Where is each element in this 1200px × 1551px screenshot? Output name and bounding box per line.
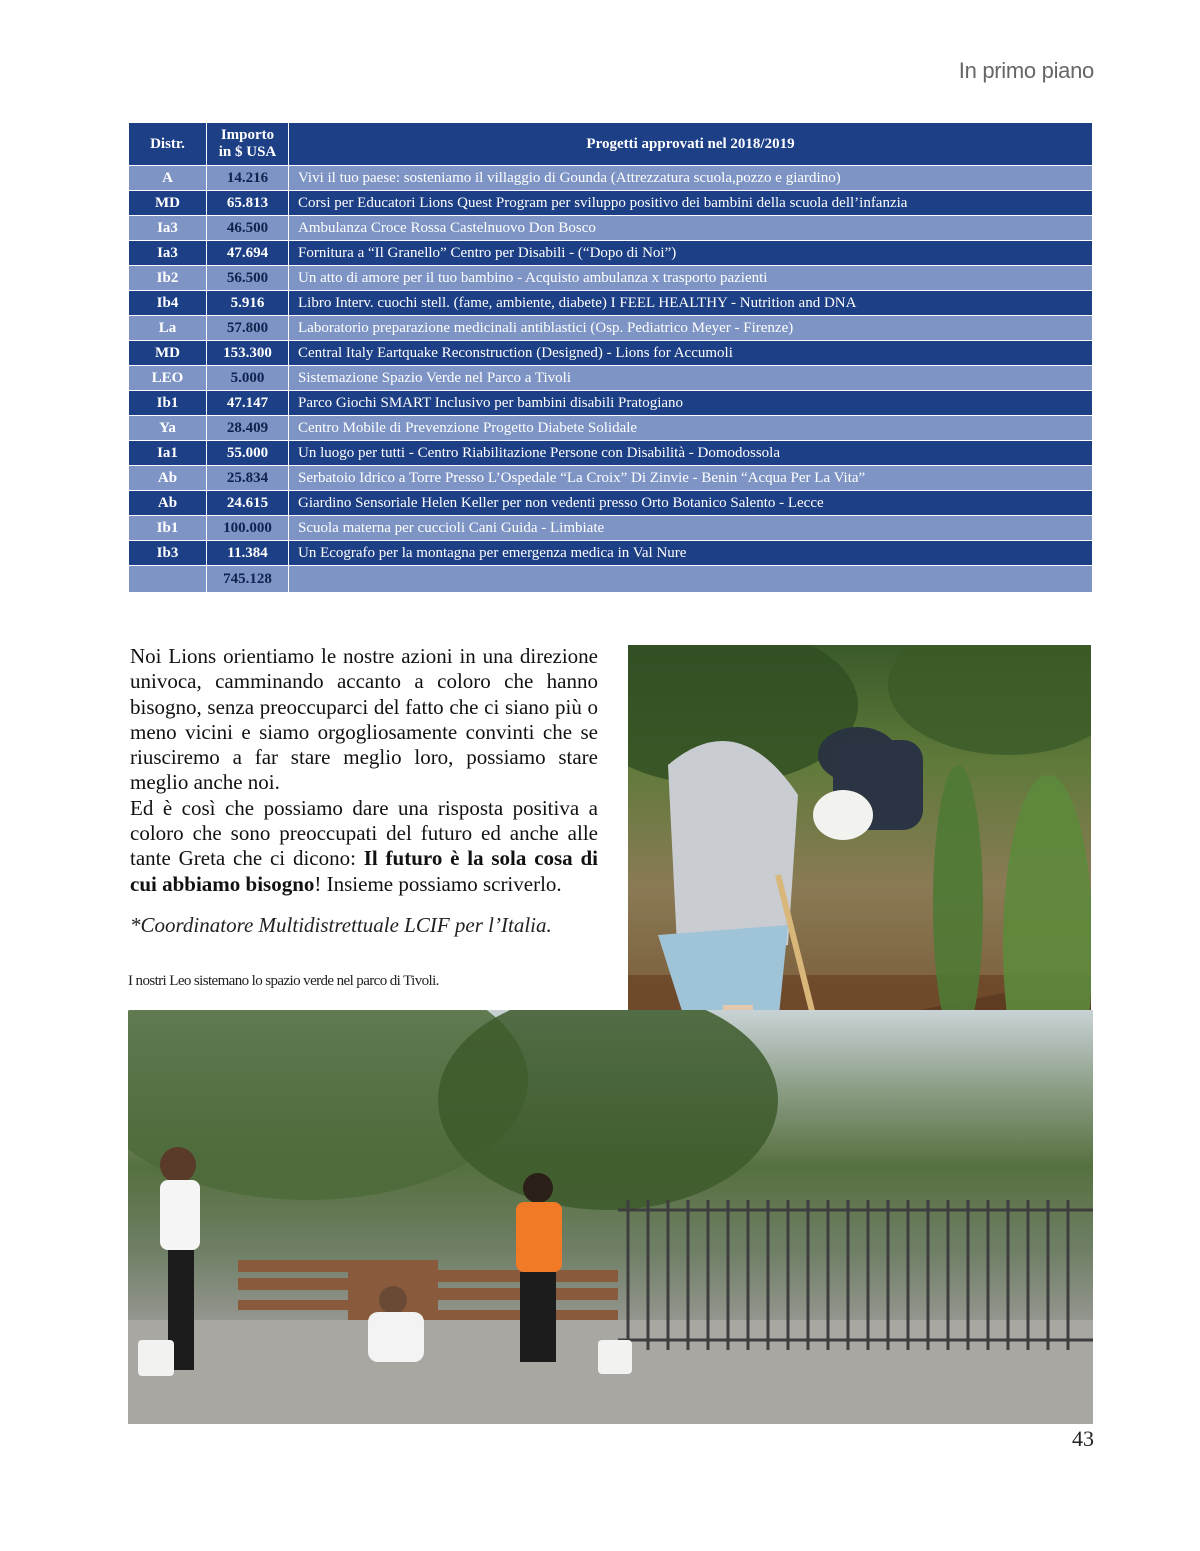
cell-district: Ia1 [129,441,207,466]
header-distr: Distr. [129,123,207,166]
cell-district: Ab [129,491,207,516]
cell-district: Ib2 [129,266,207,291]
cell-project: Laboratorio preparazione medicinali antiblastici (Osp. Pediatrico Meyer - Firenze) [289,316,1093,341]
article-paragraph-2: Ed è così che possiamo dare una risposta positiva a coloro che sono preoccupati del futuro ed anche alle tante Greta che ci dicono: Il futuro è la sola cosa di cui abbiamo bisogno! Insieme possiamo scriverlo. [130,795,598,896]
article-paragraph-1: Noi Lions orientiamo le nostre azioni in una direzione univoca, camminando accanto a coloro che hanno bisogno, senza preoccuparci del fatto che ci siano più o meno vicini e siamo orgogliosamente convinti che se riusciremo a far stare meglio loro, possiamo stare meglio anche noi. [130,644,598,795]
cell-amount: 65.813 [207,191,289,216]
table-header-row [129,123,1093,166]
cell-district: A [129,166,207,191]
cell-amount: 56.500 [207,266,289,291]
cell-project: Central Italy Eartquake Reconstruction (Designed) - Lions for Accumoli [289,341,1093,366]
cell-amount: 5.000 [207,366,289,391]
photo-caption: I nostri Leo sistemano lo spazio verde nel parco di Tivoli. [128,973,439,989]
cell-district: MD [129,341,207,366]
cell-project: Scuola materna per cuccioli Cani Guida - Limbiate [289,516,1093,541]
article-bold-quote: Il futuro è la sola cosa di cui abbiamo bisogno [130,846,598,896]
cell-project: Sistemazione Spazio Verde nel Parco a Tivoli [289,366,1093,391]
cell-district: La [129,316,207,341]
table-row [129,166,1093,191]
projects-table [128,122,1093,593]
cell-project: Giardino Sensoriale Helen Keller per non vedenti presso Orto Botanico Salento - Lecce [289,491,1093,516]
table-body [129,166,1093,593]
table-row [129,391,1093,416]
table-row [129,441,1093,466]
page-number: 43 [1072,1426,1094,1451]
cell-amount: 46.500 [207,216,289,241]
cell-district: Ib1 [129,391,207,416]
cell-total-empty [289,566,1093,593]
table-row [129,466,1093,491]
table-row [129,516,1093,541]
table-row [129,291,1093,316]
table-row [129,416,1093,441]
cell-project: Un atto di amore per il tuo bambino - Acquisto ambulanza x trasporto pazienti [289,266,1093,291]
cell-amount: 55.000 [207,441,289,466]
header-projects: Progetti approvati nel 2018/2019 [289,123,1093,166]
cell-amount: 24.615 [207,491,289,516]
cell-total-amount: 745.128 [207,566,289,593]
section-title: In primo piano [958,58,1094,83]
cell-district: Ib1 [129,516,207,541]
cell-amount: 47.694 [207,241,289,266]
table-row [129,366,1093,391]
cell-project: Serbatoio Idrico a Torre Presso L’Ospedale “La Croix” Di Zinvie - Benin “Acqua Per La Vita” [289,466,1093,491]
cell-district: Ya [129,416,207,441]
cell-amount: 11.384 [207,541,289,566]
table-row [129,341,1093,366]
author-note: *Coordinatore Multidistrettuale LCIF per l’Italia. [130,913,552,937]
cell-amount: 153.300 [207,341,289,366]
cell-project: Un luogo per tutti - Centro Riabilitazione Persone con Disabilità - Domodossola [289,441,1093,466]
cell-project: Centro Mobile di Prevenzione Progetto Diabete Solidale [289,416,1093,441]
table-row [129,491,1093,516]
cell-amount: 57.800 [207,316,289,341]
cell-amount: 28.409 [207,416,289,441]
cell-project: Fornitura a “Il Granello” Centro per Disabili - (“Dopo di Noi”) [289,241,1093,266]
cell-amount: 14.216 [207,166,289,191]
table-row [129,541,1093,566]
cell-project: Un Ecografo per la montagna per emergenza medica in Val Nure [289,541,1093,566]
cell-project: Parco Giochi SMART Inclusivo per bambini disabili Pratogiano [289,391,1093,416]
park-bench-photo [128,1010,1093,1424]
cell-amount: 5.916 [207,291,289,316]
cell-district: Ia3 [129,216,207,241]
cell-project: Vivi il tuo paese: sosteniamo il villaggio di Gounda (Attrezzatura scuola,pozzo e giardino) [289,166,1093,191]
header-amount: Importo in $ USA [207,123,289,166]
cell-district: Ib4 [129,291,207,316]
table-row [129,241,1093,266]
cell-district: Ab [129,466,207,491]
cell-project: Ambulanza Croce Rossa Castelnuovo Don Bosco [289,216,1093,241]
cell-district: Ib3 [129,541,207,566]
table-row [129,191,1093,216]
table-row [129,216,1093,241]
cell-amount: 25.834 [207,466,289,491]
table-row [129,266,1093,291]
table-total-row [129,566,1093,593]
cell-amount: 100.000 [207,516,289,541]
cell-district: Ia3 [129,241,207,266]
article-body [130,644,598,897]
cell-total-label [129,566,207,593]
table-row [129,316,1093,341]
cell-project: Libro Interv. cuochi stell. (fame, ambiente, diabete) I FEEL HEALTHY - Nutrition and DNA [289,291,1093,316]
cell-district: LEO [129,366,207,391]
cell-amount: 47.147 [207,391,289,416]
cell-district: MD [129,191,207,216]
cell-project: Corsi per Educatori Lions Quest Program per sviluppo positivo dei bambini della scuola dell’infanzia [289,191,1093,216]
